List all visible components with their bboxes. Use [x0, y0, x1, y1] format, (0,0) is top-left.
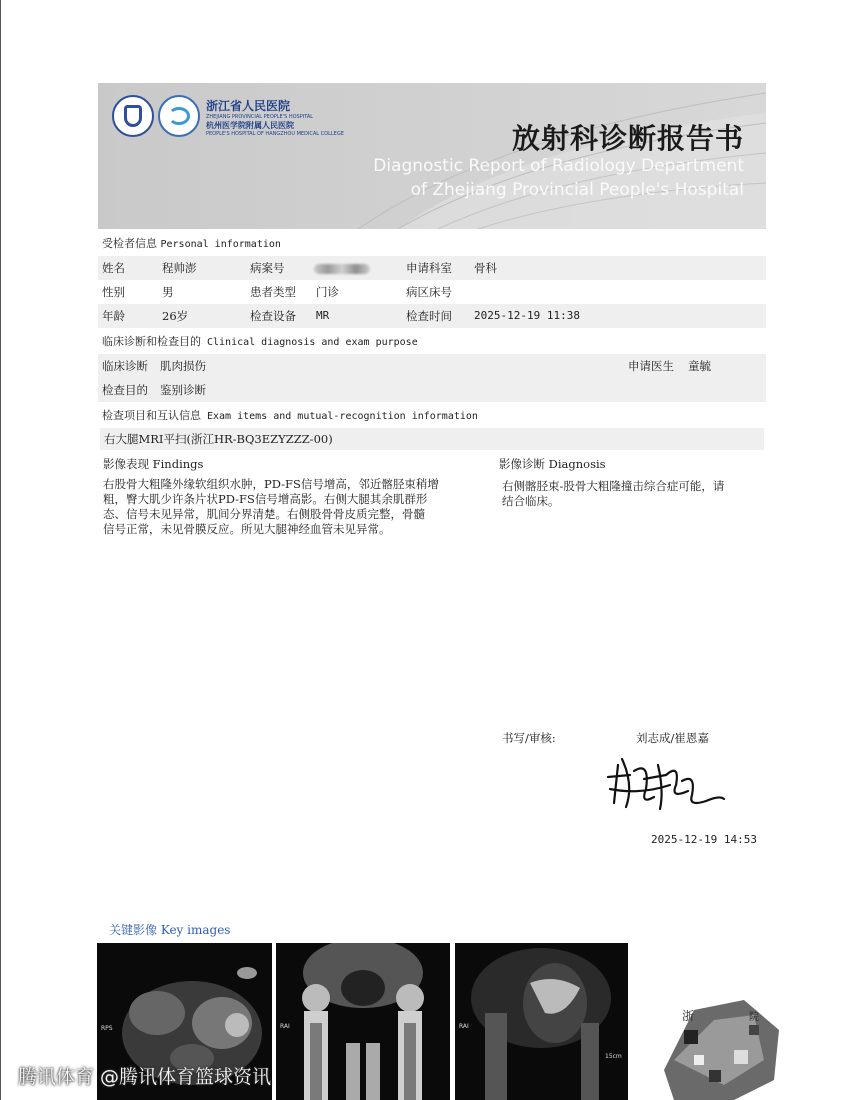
svg-text:浙: 浙	[682, 1009, 695, 1023]
diagnosis-line: 结合临床。	[502, 494, 560, 508]
exam-time-label: 检查时间	[406, 309, 452, 323]
hospital-logo-icon	[112, 95, 154, 137]
diagnosis-title: 影像诊断 Diagnosis	[499, 457, 606, 471]
exam-item: 右大腿MRI平扫(浙江HR-BQ3EZYZZZ-00)	[104, 432, 333, 446]
device-label: 检查设备	[250, 309, 296, 323]
device-value: MR	[316, 309, 330, 322]
clinical-diagnosis-value: 肌肉损伤	[160, 359, 206, 373]
patient-row-2	[98, 280, 766, 304]
dept-label: 申请科室	[406, 261, 452, 275]
hospital-name-cn: 浙江省人民医院	[206, 99, 291, 113]
sex-value: 男	[162, 285, 174, 299]
page-border	[0, 0, 1, 1100]
mri-coronal-image-1	[276, 943, 450, 1100]
handwritten-signature	[600, 745, 730, 820]
clinical-row-2	[98, 378, 766, 402]
svg-text:院: 院	[749, 1012, 759, 1023]
case-number-label: 病案号	[250, 261, 285, 275]
hospital-name-cn-secondary: 杭州医学院附属人民医院	[206, 120, 294, 130]
diagnosis-line: 右侧髂胫束-股骨大粗隆撞击综合症可能，请	[502, 479, 725, 493]
sex-label: 性别	[102, 285, 125, 299]
signoff-label: 书写/审核:	[502, 731, 556, 745]
report-title-en-line2: of Zhejiang Provincial People's Hospital	[410, 180, 744, 200]
exam-section-title: 检查项目和互认信息 Exam items and mutual-recognition information	[98, 405, 766, 427]
findings-line: 信号正常，未见骨膜反应。所见大腿神经血管未见异常。	[103, 522, 391, 536]
age-value: 26岁	[162, 309, 189, 323]
source-watermark: 腾讯体育 @腾讯体育篮球资讯	[18, 1066, 272, 1088]
scan-orientation-label: RAI	[280, 1023, 290, 1030]
hospital-name-en: ZHEJIANG PROVINCIAL PEOPLE'S HOSPITAL	[206, 114, 314, 120]
report-title-cn: 放射科诊断报告书	[511, 122, 744, 155]
key-images-title: 关键影像 Key images	[109, 923, 231, 937]
clinical-diagnosis-label: 临床诊断	[102, 359, 148, 373]
name-label: 姓名	[102, 261, 125, 275]
signoff-names: 刘志成/崔恩嘉	[636, 731, 709, 745]
hospital-name-en-secondary: PEOPLE'S HOSPITAL OF HANGZHOU MEDICAL COLLEGE	[206, 131, 344, 137]
scan-orientation-label: RAI	[459, 1023, 469, 1030]
patient-row-1	[98, 256, 766, 280]
doctor-value: 童毓	[688, 359, 711, 373]
findings-title: 影像表现 Findings	[103, 457, 204, 471]
purpose-value: 鉴别诊断	[160, 383, 206, 397]
findings-text	[103, 477, 483, 537]
patient-type-label: 患者类型	[250, 285, 296, 299]
clinical-row-1	[98, 354, 766, 378]
college-logo-icon	[158, 95, 200, 137]
clinical-section-title: 临床诊断和检查目的 Clinical diagnosis and exam purpose	[98, 331, 766, 353]
report-title-en-line1: Diagnostic Report of Radiology Department	[373, 156, 744, 176]
ward-label: 病区床号	[406, 285, 452, 299]
patient-name: 程帅澎	[162, 261, 197, 275]
signoff-date: 2025-12-19 14:53	[651, 833, 757, 846]
hospital-seal-stamp	[654, 990, 784, 1100]
mri-coronal-image-2	[455, 943, 628, 1100]
findings-line: 态、信号未见异常，肌间分界清楚。右侧股骨骨皮质完整，骨髓	[103, 507, 425, 521]
purpose-label: 检查目的	[102, 383, 148, 397]
diagnosis-text	[502, 479, 762, 509]
age-label: 年龄	[102, 309, 125, 323]
patient-type-value: 门诊	[316, 285, 339, 299]
report-header-banner	[98, 83, 766, 229]
exam-time-value: 2025-12-19 11:38	[474, 309, 580, 322]
findings-line: 粗，臀大肌少许条片状PD-FS信号增高影。右侧大腿其余肌群形	[103, 492, 428, 506]
personal-info-section-title: 受检者信息 Personal information	[98, 233, 766, 255]
case-number-redacted	[314, 256, 370, 280]
findings-line: 右股骨大粗隆外缘软组织水肿，PD-FS信号增高，邻近髂胫束稍增	[103, 477, 439, 491]
dept-value: 骨科	[474, 261, 497, 275]
patient-row-3	[98, 304, 766, 328]
scan-scale-label: 15cm	[605, 1053, 622, 1060]
scan-orientation-label: RPS	[101, 1025, 113, 1032]
doctor-label: 申请医生	[628, 359, 674, 373]
